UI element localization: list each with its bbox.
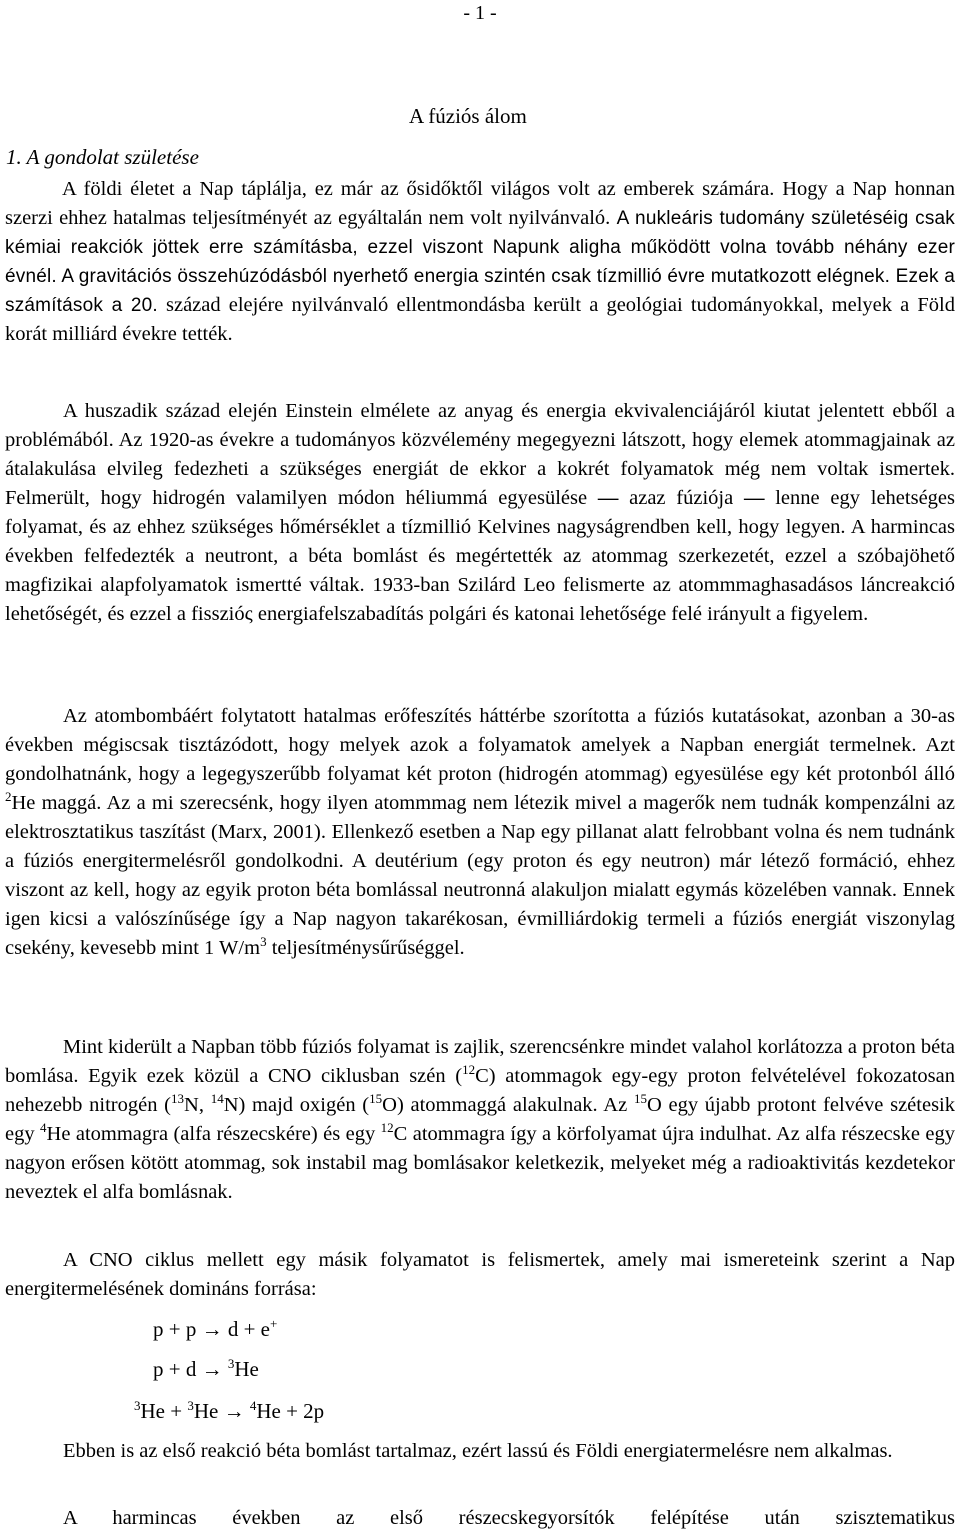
equation-1: [153, 1317, 277, 1342]
reaction-equations: [0, 1314, 960, 1444]
paragraph-6: [5, 1437, 955, 1466]
paragraph-2-text-a: A huszadik század elején Einstein elmélete az anyag és energia ekvivalenciájáról kiutat jelentett ebből a problémából. Az 1920-as évekre a tudományos közvélemény megegyezni látszott, hogy elemek atommagjainak az átalakulása elvileg fedezheti a szükséges energiát de ekkor a kokrét folyamatok még nem voltak ismertek. Felmerült, hogy hidrogén valamilyen módon héliummá egyesülése: [5, 400, 955, 509]
paragraph-3-text-c: teljesítménysűrűséggel.: [266, 937, 465, 959]
equation-3: [134, 1399, 324, 1424]
paragraph-2-text-c: lenne egy lehetséges folyamat, és az ehhez szükséges hőmérséklet a tízmillió Kelvines nagyságrendben kell, hogy legyen. A harmincas években felfedezték a neutront, a béta bomlást és megértették az atommag szerkezetét, ezzel a szóbajöhető magfizikai alapfolyamatok ismertté váltak. 1933-ban Szilárd Leo felismerte az atommmaghasadásos láncreakció lehetőségét, és ezzel a fisszióς energiafelszabadítás polgári és katonai lehetősége felé irányult a figyelem.: [5, 487, 955, 625]
superscript: 2: [5, 789, 12, 804]
paragraph-4: [5, 1033, 955, 1207]
superscript: 15: [369, 1091, 383, 1106]
superscript: 3: [187, 1398, 194, 1413]
paragraph-1-text-b: A nukleáris tudomány születéséig csak kémiai reakciók jöttek erre számításba, ezzel viszont Napunk aligha működött volna tovább néhány ezer évnél. A gravitációs összehúzódásból nyerhető energia szintén csak tízmillió évre mutatkozott elégnek. Ezek a számítások a 20.: [5, 208, 955, 316]
arrow-icon: →: [201, 1357, 223, 1381]
paragraph-1-text-a: A földi életet a Nap táplálja, ez már az ősidőktől világos volt az emberek számára. Hogy a Nap honnan szerzi ehhez hatalmas teljesítményét az egyáltalán nem volt nyilvánvaló.: [5, 178, 955, 229]
equation-text: d + e: [222, 1317, 271, 1341]
equation-text: He + 2p: [256, 1399, 325, 1423]
superscript: 14: [210, 1091, 224, 1106]
paragraph-1-text-c: század elejére nyilvánvaló ellentmondásba került a geológiai tudományokkal, melyek a Föld korát milliárd évekre tették.: [5, 294, 955, 345]
arrow-icon: →: [223, 1399, 245, 1423]
page-number: - 1 -: [463, 2, 497, 24]
superscript: 3: [260, 934, 267, 949]
superscript: 12: [462, 1062, 476, 1077]
paragraph-4-text-f: O egy újabb protont felvéve szétesik egy: [5, 1094, 955, 1145]
paragraph-4-text-g: He atommagra (alfa részecskére) és egy: [46, 1123, 381, 1145]
superscript: 13: [171, 1091, 185, 1106]
superscript: 3: [134, 1398, 141, 1413]
paragraph-5: [5, 1246, 955, 1304]
paragraph-7-text: A harmincas években az első részecskegyorsítók felépítése után szisztematikus: [63, 1507, 955, 1529]
equation-text: He: [193, 1399, 224, 1423]
paragraph-3: [5, 702, 955, 963]
superscript: 15: [633, 1091, 647, 1106]
superscript: 12: [380, 1120, 394, 1135]
superscript: +: [270, 1316, 278, 1331]
paragraph-4-text-h: C atommagra így a körfolyamat újra indulhat. Az alfa részecske egy nagyon erősen kötött atommag, sok instabil mag bomlásakor keletkezik, melyeket még a radioaktivitás kezdetekor neveztek el alfa bomlásnak.: [5, 1123, 955, 1203]
document-title: A fúziós álom: [409, 104, 527, 128]
superscript: 3: [227, 1356, 235, 1371]
paragraph-4-text-b: C) atommagok egy-egy proton felvételével fokozatosan nehezebb nitrogén (: [5, 1065, 955, 1116]
paragraph-4-text-e: O) atommaggá alakulnak. Az: [382, 1094, 634, 1116]
paragraph-5-text: A CNO ciklus mellett egy másik folyamatot is felismertek, amely mai ismereteink szerint a Nap energitermelésének domináns forrása:: [5, 1249, 955, 1300]
paragraph-4-text-a: Mint kiderült a Napban több fúziós folyamat is zajlik, szerencsénkre mindet valahol korlátozza a proton béta bomlása. Egyik ezek közül a CNO ciklusban szén (: [5, 1036, 955, 1087]
paragraph-2: [5, 397, 955, 629]
equation-text: p + p: [153, 1317, 202, 1341]
paragraph-4-text-d: N) majd oxigén (: [223, 1094, 370, 1116]
em-dash: —: [597, 487, 619, 509]
superscript: 4: [40, 1120, 47, 1135]
arrow-icon: →: [201, 1317, 223, 1341]
paragraph-3-text-b: He maggá. Az a mi szerecsénk, hogy ilyen atommmag nem létezik mivel a magerők nem tudnák kompenzálni az elektrosztatikus taszítást (Marx, 2001). Ellenkező esetben a Nap egy pillanat alatt felrobbant volna és nem tudnánk a fúziós energitermelésről gondolkodni. A deutérium (egy proton és egy neutron) már létező formáció, ehhez viszont az kell, hogy az egyik proton béta bomlással neutronná alakuljon mialatt egymás közelében vannak. Ennek igen kicsi a valószínűsége így a Nap nagyon takarékosan, évmilliárdokig termeli a fúziós energiát viszonylag csekény, kevesebb mint 1 W/m: [5, 792, 955, 959]
paragraph-7: [5, 1504, 955, 1533]
equation-2: [153, 1357, 259, 1382]
equation-text: p + d: [153, 1357, 202, 1381]
paragraph-4-text-c: N,: [184, 1094, 211, 1116]
paragraph-1: [5, 175, 955, 349]
equation-text: He +: [140, 1399, 188, 1423]
equation-text: He: [234, 1357, 259, 1381]
paragraph-6-text: Ebben is az első reakció béta bomlást tartalmaz, ezért lassú és Földi energiatermelésre nem alkalmas.: [63, 1440, 893, 1462]
section-heading: 1. A gondolat születése: [6, 145, 199, 169]
em-dash: —: [743, 487, 765, 509]
superscript: 4: [249, 1398, 257, 1413]
paragraph-2-text-b: azaz fúziója: [618, 487, 744, 509]
paragraph-3-text-a: Az atombombáért folytatott hatalmas erőfeszítés háttérbe szorította a fúziós kutatásokat, azonban a 30-as években mégiscsak tisztázódott, hogy melyek azok a folyamatok amelyek a Napban energiát termelnek. Azt gondolhatnánk, hogy a legegyszerűbb folyamat két proton (hidrogén atommag) egyesülése egy két protonból álló: [5, 705, 955, 785]
